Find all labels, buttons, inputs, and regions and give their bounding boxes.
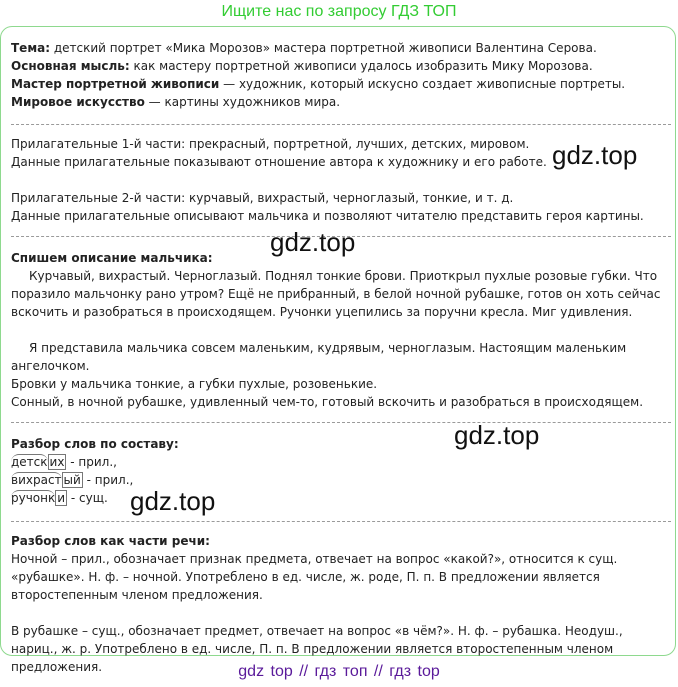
topic-text: детский портрет «Мика Морозов» мастера портретной живописи Валентина Серова. (50, 41, 597, 55)
topic-line (11, 39, 671, 57)
world-text: — картины художников мира. (144, 95, 341, 109)
idea-text: как мастеру портретной живописи удалось изобразить Мику Морозова. (129, 59, 593, 73)
description-paragraph-1: Курчавый, вихрастый. Черноглазый. Поднял тонкие брови. Приоткрыл пухлые розовые губки. Что поразило мальчонку рано утром? Ещё не прибранный, в белой ночной рубашке, готов он хоть сейчас вскочить и разобраться в происходящем. Ручонки уцепились за поручни кресла. Миг удивления. (11, 269, 661, 319)
watermark: gdz.top (270, 227, 356, 257)
adjectives-part2-note: Данные прилагательные описывают мальчика и позволяют читателю представить героя картины. (11, 209, 644, 223)
description-paragraph-2-line-2: Бровки у мальчика тонкие, а губки пухлые, розовенькие. (11, 377, 378, 391)
morpheme-word-3: ручонк и - сущ. (11, 491, 108, 505)
adjectives-part1: Прилагательные 1-й части: прекрасный, портретной, лучших, детских, мировом. (11, 137, 530, 151)
adjectives-part1-note: Данные прилагательные показывают отношение автора к художнику и его работе. (11, 155, 547, 169)
root-mark: детск (11, 455, 48, 469)
description-paragraph-2-line-3: Сонный, в ночной рубашке, удивленный чем-то, готовый вскочить и разобраться в происходящем. (11, 395, 644, 409)
watermark: gdz.top (130, 486, 216, 516)
description-heading: Спишем описание мальчика: (11, 251, 213, 265)
watermark: gdz.top (552, 140, 638, 170)
idea-line (11, 57, 671, 75)
morpheme-heading: Разбор слов по составу: (11, 437, 179, 451)
ending-mark: и (57, 491, 66, 505)
root-mark: вихраст (11, 473, 62, 487)
master-text: — художник, который искусно создает живописные портреты. (219, 77, 626, 91)
morpheme-word-1: детск их - прил., (11, 455, 117, 469)
description-paragraph-2: Я представила мальчика совсем маленьким, кудрявым, черноглазым. Настоящим маленьким ангелочком. (11, 341, 627, 373)
pos-heading: Разбор слов как части речи: (11, 534, 210, 548)
pos-paragraph-1: Ночной – прил., обозначает признак предмета, отвечает на вопрос «какой?», относится к сущ. «рубашке». Н. ф. – ночной. Употреблено в ед. числе, ж. роде, П. п. В предложении является второстепенным членом предложения. (11, 552, 618, 602)
footer: gdz top // гдз топ // гдз top (238, 663, 440, 680)
topic-label: Тема: (11, 41, 51, 55)
world-line (11, 93, 671, 111)
pos-paragraph-2: В рубашке – сущ., обозначает предмет, отвечает на вопрос «в чём?». Н. ф. – рубашка. Неодуш., нариц., ж. р. Употреблено в ед. числе, П. п. В предложении является второстепенным членом предложения. (11, 624, 623, 674)
ending-mark: ый (63, 473, 81, 487)
master-line (11, 75, 671, 93)
adjectives-part2: Прилагательные 2-й части: курчавый, вихрастый, черноглазый, тонкие, и т. д. (11, 191, 514, 205)
world-label: Мировое искусство (11, 95, 145, 109)
ending-mark: их (49, 455, 65, 469)
content (11, 39, 671, 676)
master-label: Мастер портретной живописи (11, 77, 220, 91)
morpheme-word-2: вихраст ый - прил., (11, 473, 134, 487)
banner: Ищите нас по запросу ГДЗ ТОП (221, 3, 457, 20)
idea-label: Основная мысль: (11, 59, 130, 73)
root-mark: ручонк (11, 491, 56, 505)
watermark: gdz.top (454, 420, 540, 450)
